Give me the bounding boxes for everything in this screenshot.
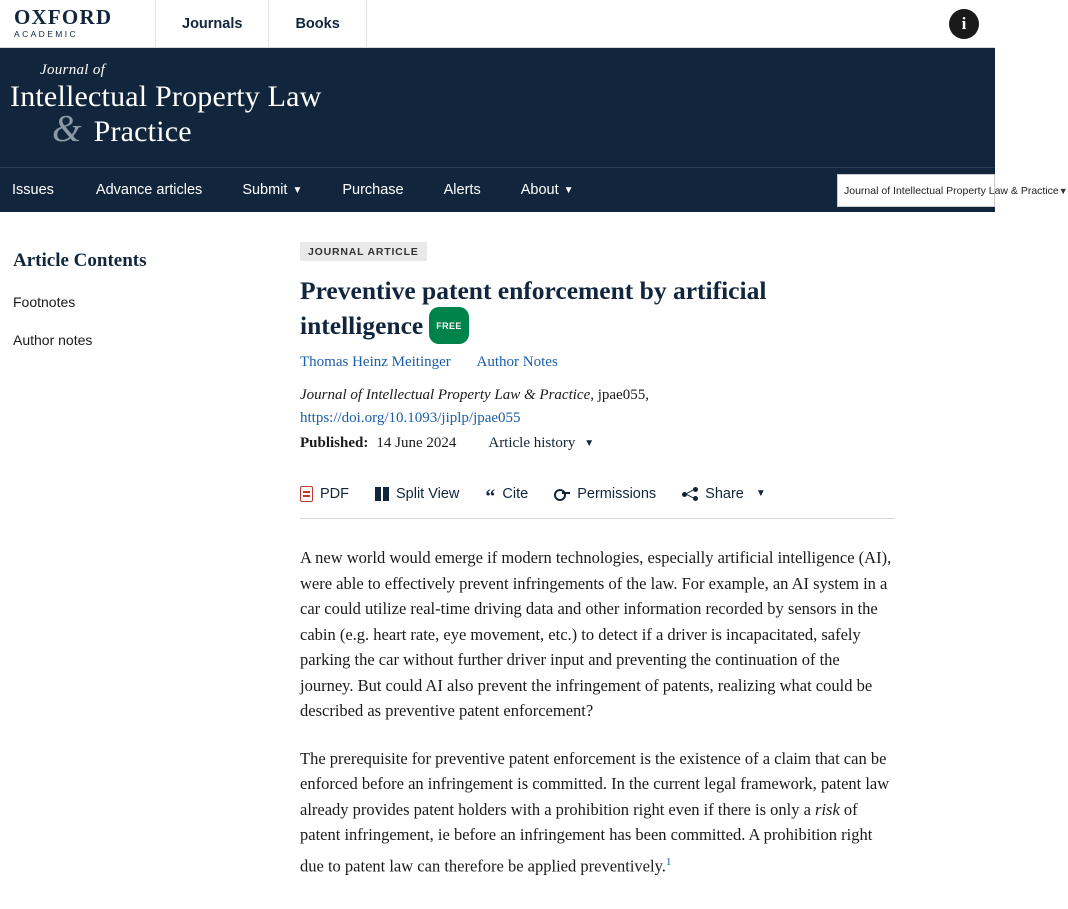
published-row (300, 435, 895, 452)
article-paragraph-1: A new world would emerge if modern technologies, especially artificial intelligence (AI), were able to effectively prevent infringements of the law. For example, an AI system in a car could utilize real-time driving data and other information recorded by sensors in the cabin (e.g. heart rate, eye movement, etc.) to detect if a driver is incapacitated, safely parking the car without further driver input and preventing the continuation of the journey. But could AI also prevent the infringement of patents, realizing what could be described as preventive patent enforcement? (300, 548, 892, 720)
author-line (300, 354, 895, 371)
article-title-text: Preventive patent enforcement by artificial intelligence (300, 276, 767, 340)
logo-academic-text: ACADEMIC (14, 29, 79, 39)
split-view-icon (375, 487, 389, 501)
permissions-button-label: Permissions (577, 486, 657, 502)
split-view-button[interactable] (375, 486, 459, 502)
nav-item-issues-label: Issues (12, 182, 54, 198)
nav-item-advance-articles-label: Advance articles (95, 182, 203, 198)
cite-button[interactable] (485, 486, 529, 508)
key-icon (554, 487, 570, 501)
article-paragraph-2 (300, 746, 895, 879)
masthead-line-3: Practice (93, 115, 192, 148)
nav-item-submit-label: Submit (242, 182, 288, 198)
nav-item-alerts[interactable] (424, 182, 501, 198)
global-topbar (0, 0, 995, 48)
journal-masthead (0, 48, 995, 167)
paragraph-2-part-1: The prerequisite for preventive patent enforcement is the existence of a claim that can be enforced before an infringement is committed. In the current legal framework, patent law already provides patent holders with a prohibition right even if there is only a (300, 748, 890, 819)
permissions-button[interactable] (554, 486, 656, 502)
tab-books[interactable]: Books (269, 0, 366, 47)
topbar-right-actions (949, 0, 995, 47)
author-notes-link[interactable]: Author Notes (476, 354, 558, 370)
pdf-icon (300, 486, 313, 502)
nav-item-submit[interactable] (222, 182, 322, 198)
share-icon (682, 487, 698, 501)
citation-journal-name: Journal of Intellectual Property Law & Practice (300, 387, 591, 403)
article-history-toggle[interactable] (488, 435, 594, 452)
oxford-academic-logo[interactable] (0, 0, 156, 47)
footnote-link[interactable]: 1 (665, 855, 672, 868)
masthead-line-2: Intellectual Property Law (10, 80, 322, 113)
pdf-button-label: PDF (320, 486, 349, 502)
published-label: Published: (300, 435, 369, 451)
article-history-label: Article history (488, 435, 576, 451)
paragraph-2-emphasis: risk (815, 799, 840, 819)
nav-item-about-label: About (520, 182, 559, 198)
journal-selector-dropdown[interactable] (837, 174, 1068, 207)
doi-line (300, 410, 895, 427)
split-view-button-label: Split View (396, 486, 460, 502)
page-content (0, 212, 995, 879)
article-toolbar (300, 468, 895, 519)
ampersand-ornament: & (52, 108, 82, 150)
nav-item-purchase-label: Purchase (342, 182, 404, 198)
citation-line (300, 383, 895, 408)
published-date: 14 June 2024 (376, 435, 457, 451)
sidebar-item-footnotes[interactable]: Footnotes (13, 294, 76, 310)
info-icon[interactable]: i (949, 9, 979, 39)
paragraph-2-part-2: of patent infringement, ie before an infringement has been committed. A prohibition right due to patent law can therefore be applied preventively. (300, 799, 873, 875)
chevron-down-icon: ▼ (563, 185, 574, 196)
nav-item-alerts-label: Alerts (443, 182, 481, 198)
page-title (300, 275, 895, 344)
author-link[interactable]: Thomas Heinz Meitinger (300, 354, 451, 370)
nav-item-advance-articles[interactable] (76, 182, 222, 198)
doi-link[interactable]: https://doi.org/10.1093/jiplp/jpae055 (300, 410, 521, 426)
quote-icon: “ (485, 486, 496, 508)
sidebar-item-author-notes[interactable]: Author notes (13, 332, 93, 348)
article-contents-sidebar (0, 242, 300, 879)
chevron-down-icon: ▼ (1058, 185, 1068, 196)
chevron-down-icon: ▼ (584, 438, 595, 449)
share-button[interactable] (682, 486, 766, 502)
citation-suffix: , jpae055, (590, 387, 649, 403)
nav-item-issues[interactable] (12, 182, 76, 198)
nav-item-about[interactable] (501, 182, 594, 198)
nav-item-purchase[interactable] (322, 182, 423, 198)
journal-navbar (0, 167, 1068, 212)
share-button-label: Share (705, 486, 744, 502)
article-type-badge: JOURNAL ARTICLE (300, 242, 427, 261)
free-access-badge: FREE (429, 307, 469, 344)
journal-selector-value: Journal of Intellectual Property Law & Practice (844, 184, 1059, 197)
chevron-down-icon: ▼ (755, 487, 766, 499)
tab-journals[interactable]: Journals (156, 0, 269, 47)
sidebar-title: Article Contents (13, 250, 147, 271)
logo-oxford-text: OXFORD (14, 5, 113, 29)
article-main (300, 242, 945, 879)
cite-button-label: Cite (502, 486, 529, 502)
pdf-button[interactable] (300, 486, 349, 502)
masthead-line-1: Journal of (40, 62, 106, 78)
masthead-row-3 (10, 108, 995, 150)
footnote-reference[interactable] (666, 853, 672, 868)
chevron-down-icon: ▼ (292, 185, 303, 196)
